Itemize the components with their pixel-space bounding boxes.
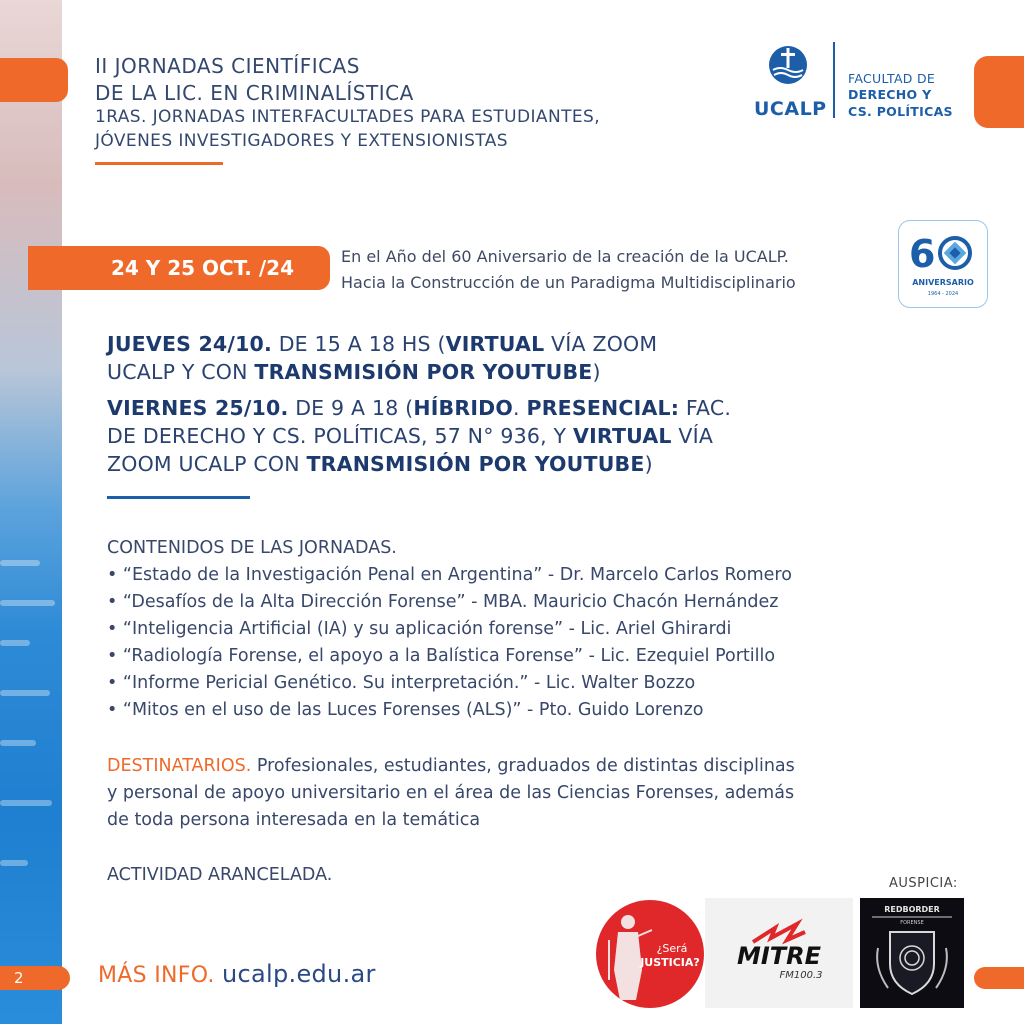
faculty-line2: DERECHO Y — [848, 87, 932, 102]
decor-band — [0, 560, 40, 566]
orange-tab-decor — [0, 58, 68, 102]
website-link[interactable]: ucalp.edu.ar — [222, 960, 376, 988]
sponsors-label: AUSPICIA: — [889, 876, 958, 891]
contents-item: • “Radiología Forense, el apoyo a la Balística Forense” - Lic. Ezequiel Portillo — [107, 646, 776, 666]
more-info-label: MÁS INFO. — [98, 963, 215, 988]
logo-divider — [833, 42, 835, 118]
justicia-text-line2: JUSTICIA? — [640, 956, 700, 969]
contents-item: • “Inteligencia Artificial (IA) y su aplicación forense” - Lic. Ariel Ghirardi — [107, 619, 732, 639]
sera-justicia-logo — [596, 900, 704, 1008]
radio-mitre-logo — [705, 898, 853, 1008]
anniversary-tagline-line1: En el Año del 60 Aniversario de la creación de la UCALP. — [341, 247, 789, 266]
fee-note: ACTIVIDAD ARANCELADA. — [107, 865, 333, 885]
event-subtitle-line2: JÓVENES INVESTIGADORES Y EXTENSIONISTAS — [95, 131, 508, 151]
badge-years: 1964 - 2024 — [927, 291, 959, 297]
date-banner — [28, 246, 330, 290]
decor-band — [0, 690, 50, 696]
mitre-frequency: FM100.3 — [779, 970, 823, 981]
badge-digit-6: 6 — [909, 232, 936, 276]
event-title-line2: DE LA LIC. EN CRIMINALÍSTICA — [95, 81, 414, 105]
page-number: 2 — [0, 966, 70, 990]
decor-band — [0, 860, 28, 866]
ucalp-emblem-icon — [768, 42, 808, 88]
orange-tab-decor — [974, 56, 1024, 128]
more-info — [98, 960, 376, 988]
event-title-line1: II JORNADAS CIENTÍFICAS — [95, 54, 360, 78]
orange-tab-decor — [974, 967, 1024, 989]
title-divider — [95, 162, 223, 165]
contents-item: • “Estado de la Investigación Penal en Argentina” - Dr. Marcelo Carlos Romero — [107, 565, 792, 585]
justicia-text-line1: ¿Será — [656, 942, 688, 955]
audience-line2: y personal de apoyo universitario en el área de las Ciencias Forenses, además — [107, 783, 795, 803]
badge-label: ANIVERSARIO — [912, 278, 974, 287]
redborder-name: REDBORDER — [884, 905, 940, 914]
decor-band — [0, 640, 30, 646]
mitre-name: MITRE — [736, 942, 822, 970]
schedule-friday-line2: DE DERECHO Y CS. POLÍTICAS, 57 N° 936, Y VIRTUAL VÍA — [107, 424, 714, 448]
faculty-line3: CS. POLÍTICAS — [848, 104, 953, 119]
anniversary-60-icon — [899, 221, 987, 307]
justice-statue-icon — [596, 900, 704, 1008]
anniversary-badge — [898, 220, 988, 308]
redborder-forense-logo — [860, 898, 964, 1008]
audience-heading: DESTINATARIOS. — [107, 756, 252, 776]
contents-item: • “Informe Pericial Genético. Su interpretación.” - Lic. Walter Bozzo — [107, 673, 696, 693]
decorative-photo-strip — [0, 0, 62, 1024]
schedule-divider — [107, 496, 250, 499]
event-subtitle-line1: 1RAS. JORNADAS INTERFACULTADES PARA ESTUDIANTES, — [95, 107, 600, 127]
schedule-thursday-line2: UCALP Y CON TRANSMISIÓN POR YOUTUBE) — [107, 360, 601, 384]
contents-heading: CONTENIDOS DE LAS JORNADAS. — [107, 538, 397, 558]
schedule-thursday-line1: JUEVES 24/10. DE 15 A 18 HS (VIRTUAL VÍA ZOOM — [107, 332, 658, 356]
redborder-shield-icon — [860, 898, 964, 1008]
contents-item: • “Desafíos de la Alta Dirección Forense” - MBA. Mauricio Chacón Hernández — [107, 592, 779, 612]
schedule-friday-line1: VIERNES 25/10. DE 9 A 18 (HÍBRIDO. PRESENCIAL: FAC. — [107, 396, 732, 420]
schedule-friday-line3: ZOOM UCALP CON TRANSMISIÓN POR YOUTUBE) — [107, 452, 653, 476]
event-date: 24 Y 25 OCT. /24 — [110, 256, 294, 280]
ucalp-wordmark: UCALP — [754, 98, 827, 120]
redborder-sub: FORENSE — [900, 920, 924, 926]
decor-band — [0, 740, 36, 746]
audience-line1: DESTINATARIOS. Profesionales, estudiantes, graduados de distintas disciplinas — [107, 756, 795, 776]
anniversary-tagline-line2: Hacia la Construcción de un Paradigma Multidisciplinario — [341, 273, 796, 292]
faculty-line1: FACULTAD DE — [848, 71, 936, 86]
decor-band — [0, 600, 55, 606]
mitre-logo-graphic — [705, 898, 853, 1008]
contents-item: • “Mitos en el uso de las Luces Forenses (ALS)” - Pto. Guido Lorenzo — [107, 700, 704, 720]
audience-line3: de toda persona interesada en la temática — [107, 810, 481, 830]
decor-band — [0, 800, 52, 806]
